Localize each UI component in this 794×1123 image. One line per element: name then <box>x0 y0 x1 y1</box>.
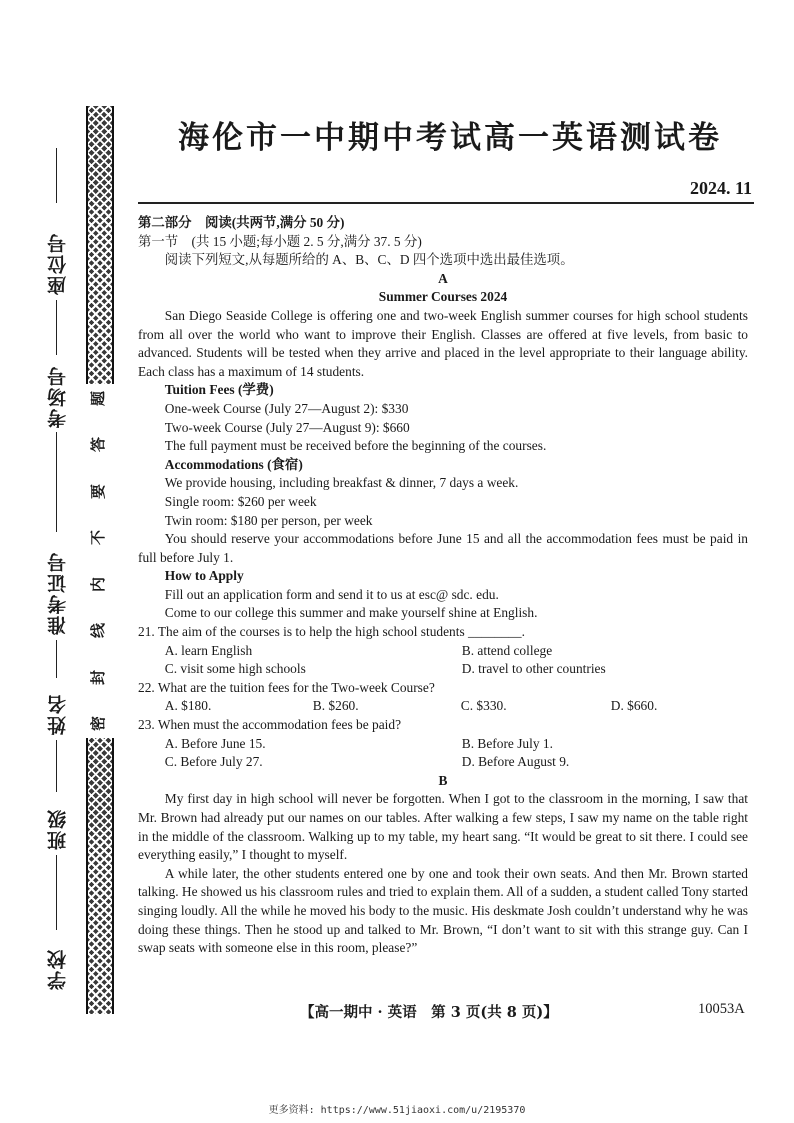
decorative-border-bottom <box>86 738 114 1014</box>
binding-field-school: 学校 <box>47 948 69 990</box>
option-b: B. $260. <box>312 698 359 714</box>
question-23-options <box>138 735 748 772</box>
question-23-stem: 23. When must the accommodation fees be paid? <box>138 717 402 733</box>
accommodations-heading: Accommodations (食宿) <box>164 456 303 472</box>
binding-field-seat: 座位号 <box>47 232 69 295</box>
apply-heading: How to Apply <box>164 568 244 584</box>
question-21-stem: 21. The aim of the courses is to help the high school students ________. <box>138 624 525 640</box>
source-watermark: 更多资料: https://www.51jiaoxi.com/u/2195370 <box>268 1105 526 1116</box>
paper-code: 10053A <box>698 1001 745 1017</box>
tuition-heading: Tuition Fees (学费) <box>164 382 274 398</box>
binding-line <box>56 300 57 355</box>
option-b: B. Before July 1. <box>461 735 553 751</box>
option-a: A. learn English <box>164 642 253 658</box>
binding-line <box>56 432 57 532</box>
accommodations-note: You should reserve your accommodations before June 15 and all the accommodation fees must be paid in full before July 1. <box>138 531 748 565</box>
accommodations-line: Single room: $260 per week <box>164 493 317 509</box>
exam-title: 海伦市一中期中考试高一英语测试卷 <box>178 120 722 156</box>
question-22-stem: 22. What are the tuition fees for the Two-week Course? <box>138 679 435 695</box>
passage-a-title: Summer Courses 2024 <box>378 289 508 305</box>
section-heading: 第一节 (共 15 小题;每小题 2. 5 分,满分 37. 5 分) <box>138 233 422 249</box>
binding-line <box>56 855 57 930</box>
question-22-options <box>138 697 748 716</box>
passage-a-letter: A <box>438 270 448 286</box>
binding-line <box>56 740 57 792</box>
binding-line <box>56 640 57 678</box>
option-b: B. attend college <box>461 642 553 658</box>
option-a: A. $180. <box>164 698 212 714</box>
option-c: C. visit some high schools <box>164 661 306 677</box>
option-c: C. Before July 27. <box>164 754 263 770</box>
binding-field-name: 姓名 <box>47 693 69 735</box>
part-heading: 第二部分 阅读(共两节,满分 50 分) <box>138 215 345 230</box>
question-21-options <box>138 642 748 679</box>
option-d: D. $660. <box>610 698 658 714</box>
accommodations-line: Twin room: $180 per person, per week <box>164 512 373 528</box>
binding-line <box>56 148 57 203</box>
option-d: D. travel to other countries <box>461 661 606 677</box>
page-footer: 【高一期中 · 英语 第 3 页(共 8 页)】 <box>300 1004 558 1021</box>
binding-field-ticket: 准考证号 <box>47 551 69 635</box>
passage-b-paragraph: My first day in high school will never be forgotten. When I got to the classroom in the morning, I saw that Mr. Brown had already put our names on our tables. After walking a few steps, I saw my name on the table right in the middle of the classroom. Walking up to my table, my heart sang. “It would be great to sit there. I could see everything easily,” I thought to myself. <box>138 791 748 863</box>
exam-date: 2024. 11 <box>689 178 752 198</box>
apply-line: Fill out an application form and send it to us at esc@ sdc. edu. <box>164 586 499 602</box>
apply-line: Come to our college this summer and make yourself shine at English. <box>164 605 538 621</box>
tuition-line: Two-week Course (July 27—August 9): $660 <box>164 419 410 435</box>
binding-field-room: 考场号 <box>47 365 69 428</box>
option-d: D. Before August 9. <box>461 754 570 770</box>
decorative-border-top <box>86 106 114 384</box>
seal-line-notice: 题 答 要 不 内 线 封 密 <box>89 390 108 731</box>
reading-section <box>138 214 748 958</box>
header-divider <box>138 202 754 204</box>
option-a: A. Before June 15. <box>164 735 266 751</box>
passage-b-paragraph: A while later, the other students entered one by one and took their own seats. And then Mr. Brown started talking. He showed us his classroom rules and tried to explain them. All of a sudden, a student called Tony started singing loudly. All the while he moved his body to the music. His deskmate Josh couldn’t understand why he was doing these things. Then he stood up and talked to Mr. Brown, “I don’t want to sit with this strange guy. Can I swap seats with someone else in this room, please?” <box>138 865 748 956</box>
option-c: C. $330. <box>460 698 507 714</box>
accommodations-line: We provide housing, including breakfast & dinner, 7 days a week. <box>164 475 519 491</box>
passage-a-intro: San Diego Seaside College is offering one and two-week English summer courses for high school students from all over the world who want to improve their English. Classes are offered at five levels, from basic to advanced. Students will be tested when they arrive and placed in the level appropriate to their language ability. Each class has a maximum of 14 students. <box>138 307 748 379</box>
tuition-line: The full payment must be received before the beginning of the courses. <box>164 438 547 454</box>
tuition-line: One-week Course (July 27—August 2): $330 <box>164 400 409 416</box>
binding-field-class: 班级 <box>47 808 69 850</box>
passage-b-letter: B <box>438 772 448 788</box>
section-instruction: 阅读下列短文,从每题所给的 A、B、C、D 四个选项中选出最佳选项。 <box>164 252 574 268</box>
